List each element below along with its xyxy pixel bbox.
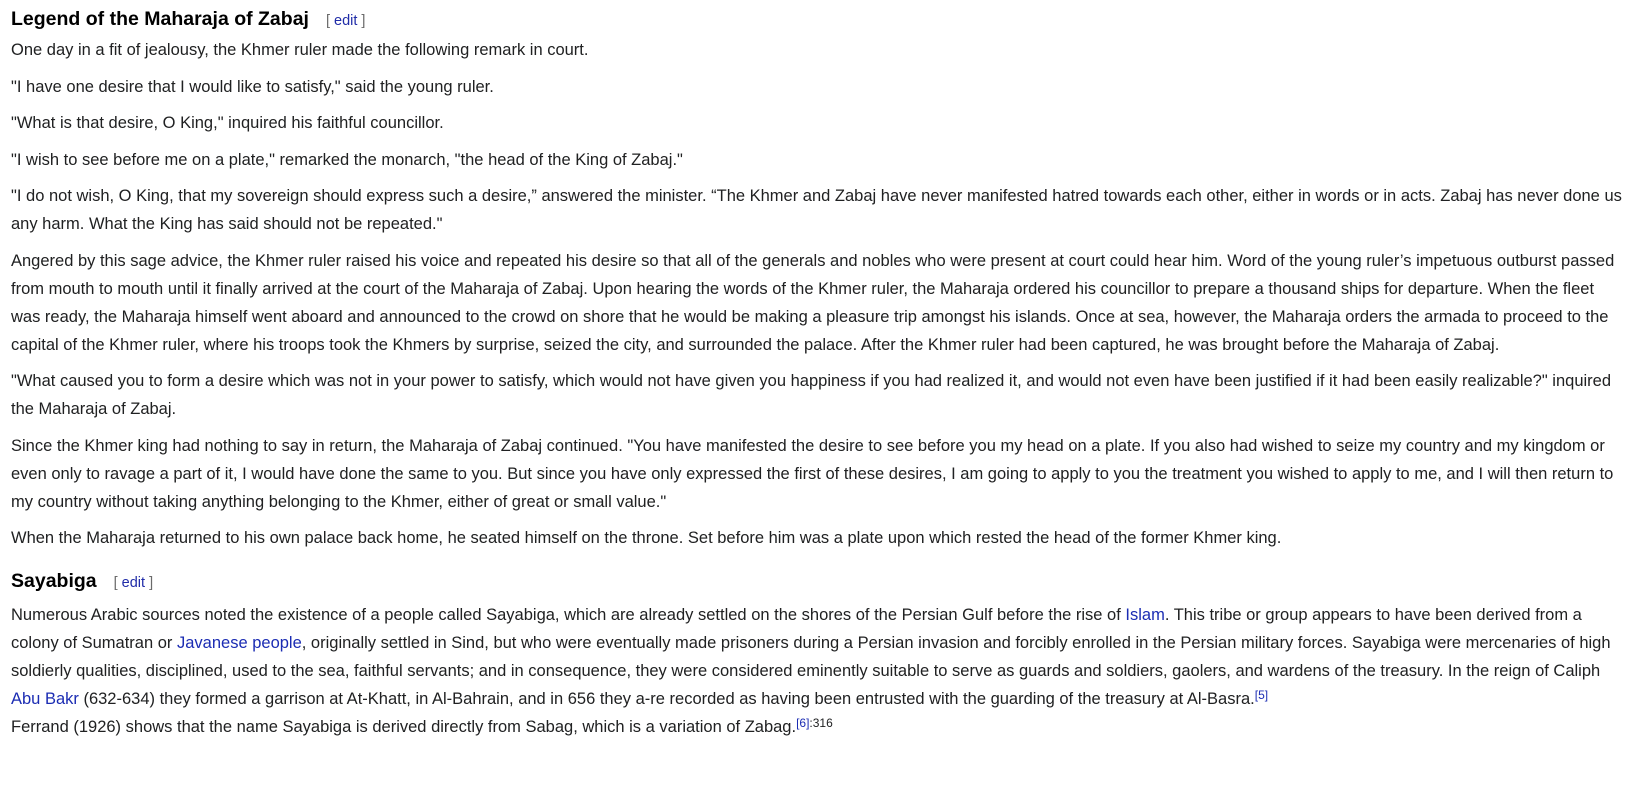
citation-ref-5 <box>1255 688 1268 702</box>
paragraph: When the Maharaja returned to his own palace back home, he seated himself on the throne. Set before him was a plate upon which rested the head of the former Khmer king. <box>11 529 1282 547</box>
citation-link-6[interactable]: [6] <box>796 715 810 730</box>
paragraph-text: Ferrand (1926) shows that the name Sayabiga is derived directly from Sabag, which is a variation of Zabag. <box>11 717 797 736</box>
paragraph: "What caused you to form a desire which was not in your power to satisfy, which would not have given you happiness if you had realized it, and would not even have been justified if it had been easily realizable?" inquired the Maharaja of Zabaj. <box>11 372 1612 418</box>
section-title: Sayabiga <box>11 569 97 592</box>
paragraph: "What is that desire, O King," inquired his faithful councillor. <box>11 114 444 132</box>
section-heading-sayabiga <box>11 561 1626 601</box>
edit-section-link-wrapper: [ edit ] <box>325 13 366 29</box>
section-body-legend <box>11 36 1626 552</box>
paragraph: One day in a fit of jealousy, the Khmer ruler made the following remark in court. <box>11 41 589 59</box>
edit-section-link[interactable]: edit <box>121 574 146 591</box>
paragraph-text: , originally settled in Sind, but who were eventually made prisoners during a Persian invasion and forcibly enrolled in the Persian military forces. Sayabiga were mercenaries of high soldierly qualities, disciplined, used to the sea, faithful servants; and in consequence, they were considered eminently suitable to serve as guards and soldiers, gaolers, and wardens of the treasury. In the reign of Caliph <box>11 633 1611 680</box>
paragraph: "I have one desire that I would like to satisfy," said the young ruler. <box>11 77 494 96</box>
citation-ref-6 <box>796 716 833 730</box>
edit-section-link[interactable]: edit <box>334 13 358 29</box>
section-heading-legend <box>11 0 1626 36</box>
paragraph <box>11 601 1626 741</box>
paragraph-text: Numerous Arabic sources noted the existence of a people called Sayabiga, which are already settled on the shores of the Persian Gulf before the rise of <box>11 605 1126 624</box>
paragraph-text: (632-634) they formed a garrison at At-Khatt, in Al-Bahrain, and in 656 they a-re recorded as having been entrusted with the guarding of the treasury at Al-Basra. <box>78 689 1255 708</box>
citation-page: :316 <box>809 715 833 730</box>
paragraph: "I wish to see before me on a plate," remarked the monarch, "the head of the King of Zabaj." <box>11 150 683 169</box>
paragraph: Angered by this sage advice, the Khmer ruler raised his voice and repeated his desire so that all of the generals and nobles who were present at court could hear him. Word of the young ruler’s impetuous outburst passed from mouth to mouth until it finally arrived at the court of the Maharaja of Zabaj. Upon hearing the words of the Khmer ruler, the Maharaja ordered his councillor to prepare a thousand ships for departure. When the fleet was ready, the Maharaja himself went aboard and announced to the crowd on shore that he would be making a pleasure trip amongst his islands. Once at sea, however, the Maharaja orders the armada to proceed to the capital of the Khmer ruler, where his troops took the Khmers by surprise, seized the city, and surrounded the palace. After the Khmer ruler had been captured, he was brought before the Maharaja of Zabaj. <box>11 251 1615 354</box>
paragraph: Since the Khmer king had nothing to say in return, the Maharaja of Zabaj continued. "You have manifested the desire to see before you my head on a plate. If you also had wished to seize my country and my kingdom or even only to ravage a part of it, I would have done the same to you. But since you have only expressed the first of these desires, I am going to apply to you the treatment you wished to apply to me, and I will then return to my country without taking anything belonging to the Khmer, either of great or small value." <box>11 436 1614 511</box>
edit-section-link-wrapper: [ edit ] <box>113 574 154 591</box>
link-javanese-people[interactable]: Javanese people <box>177 633 302 652</box>
link-abu-bakr[interactable]: Abu Bakr <box>11 689 79 708</box>
paragraph: "I do not wish, O King, that my sovereign should express such a desire,” answered the minister. “The Khmer and Zabaj have never manifested hatred towards each other, either in words or in acts. Zabaj has never done us any harm. What the King has said should not be repeated." <box>11 187 1622 233</box>
paragraph-text: . This tribe or group appears to have been derived from a colony of Sumatran or <box>11 605 1582 652</box>
link-islam[interactable]: Islam <box>1125 605 1165 624</box>
citation-link-5[interactable]: [5] <box>1254 687 1269 702</box>
section-title: Legend of the Maharaja of Zabaj <box>11 8 309 30</box>
section-body-sayabiga <box>11 601 1626 741</box>
